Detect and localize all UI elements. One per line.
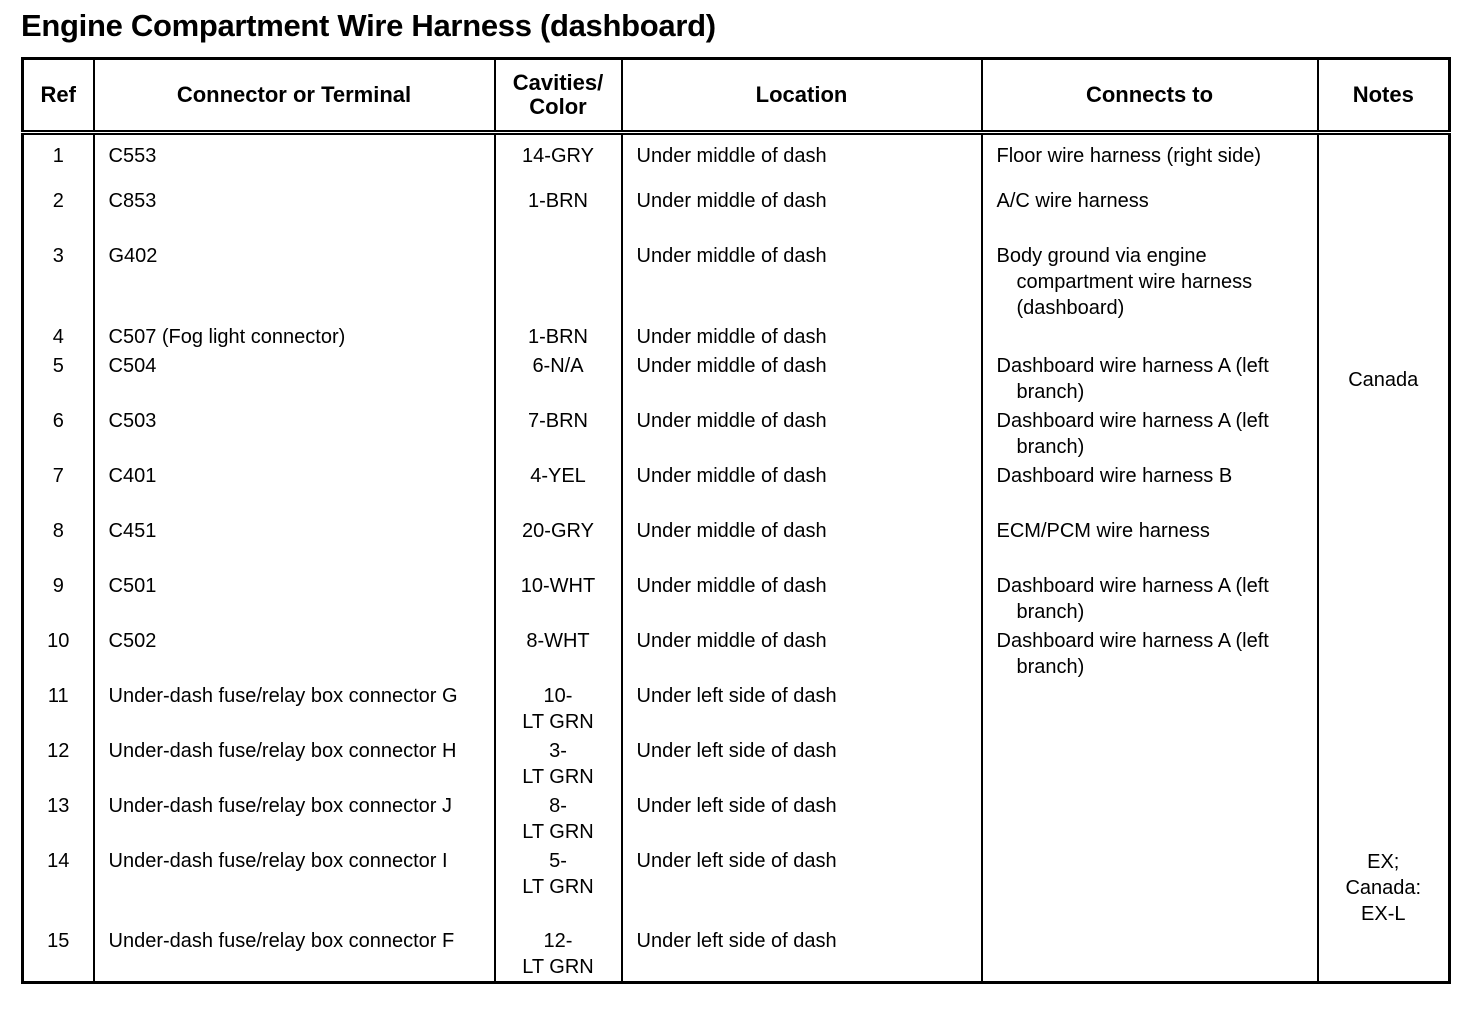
- table-row: [23, 793, 1450, 848]
- row-ref: 15: [23, 928, 94, 983]
- row-connector: [94, 463, 495, 518]
- row-connects-to-text: ECM/PCM wire harness: [996, 519, 1210, 542]
- row-cavities: [495, 518, 622, 573]
- row-cavities: [495, 628, 622, 683]
- row-cavities: [495, 793, 622, 848]
- row-location: Under left side of dash: [622, 793, 982, 848]
- row-connects-to-text: Dashboard wire harness A (left branch): [996, 409, 1269, 458]
- row-cavities: [495, 243, 622, 324]
- row-connector: [94, 793, 495, 848]
- header-ref: Ref: [23, 59, 94, 133]
- row-connector-text: C504: [108, 354, 157, 377]
- row-location: Under middle of dash: [622, 408, 982, 463]
- row-ref: 14: [23, 848, 94, 928]
- row-connects-to: [982, 628, 1318, 683]
- row-connects-to: [982, 683, 1318, 738]
- row-notes: [1318, 243, 1450, 324]
- row-notes: [1318, 463, 1450, 518]
- row-location: Under left side of dash: [622, 928, 982, 983]
- row-notes: [1318, 738, 1450, 793]
- table-row: [23, 628, 1450, 683]
- row-cavities-line2: LT GRN: [522, 710, 594, 733]
- row-connects-to: [982, 463, 1318, 518]
- row-connects-to: [982, 188, 1318, 243]
- header-location: Location: [622, 59, 982, 133]
- row-cavities: [495, 573, 622, 628]
- row-connector: [94, 928, 495, 983]
- row-connector-text: C503: [108, 409, 157, 432]
- row-cavities-line1: 8-WHT: [526, 629, 590, 652]
- row-connector: [94, 408, 495, 463]
- row-connector: [94, 324, 495, 353]
- table-row: [23, 738, 1450, 793]
- row-cavities-line2: LT GRN: [522, 765, 594, 788]
- row-ref: 11: [23, 683, 94, 738]
- row-cavities-line1: 12-: [543, 929, 573, 952]
- row-connects-to: [982, 738, 1318, 793]
- table-row: [23, 408, 1450, 463]
- table-row: [23, 353, 1450, 408]
- row-notes: EX; Canada: EX-L: [1318, 848, 1450, 928]
- row-cavities-line1: 1-BRN: [527, 325, 588, 348]
- row-connector-text: C507 (Fog light connector): [108, 325, 346, 348]
- row-connects-to: [982, 573, 1318, 628]
- row-ref: 10: [23, 628, 94, 683]
- row-connects-to: [982, 133, 1318, 188]
- row-notes: [1318, 518, 1450, 573]
- row-cavities-line2: LT GRN: [522, 820, 594, 843]
- table-row: [23, 133, 1450, 188]
- row-connector: [94, 353, 495, 408]
- row-connects-to: [982, 518, 1318, 573]
- row-connects-to-text: A/C wire harness: [996, 189, 1149, 212]
- table-row: [23, 463, 1450, 518]
- row-ref: 13: [23, 793, 94, 848]
- row-cavities-line1: 14-GRY: [522, 145, 594, 167]
- row-connector: [94, 133, 495, 188]
- row-connector-text: C451: [108, 519, 157, 542]
- row-cavities-line1: 3-: [549, 739, 567, 762]
- row-location: Under left side of dash: [622, 738, 982, 793]
- row-connects-to-text: Dashboard wire harness A (left branch): [996, 574, 1269, 623]
- row-connector-text: C502: [108, 629, 157, 652]
- row-cavities-line1: 4-YEL: [530, 464, 586, 487]
- row-notes: [1318, 188, 1450, 243]
- row-ref: 1: [23, 133, 94, 188]
- row-notes: [1318, 628, 1450, 683]
- table-row: [23, 243, 1450, 324]
- row-cavities: [495, 848, 622, 928]
- row-cavities-line2: LT GRN: [522, 955, 594, 978]
- header-cavities-line1: Cavities/: [512, 70, 604, 95]
- row-location: Under middle of dash: [622, 324, 982, 353]
- row-connector: [94, 848, 495, 928]
- table-row: [23, 324, 1450, 353]
- row-connector-text: C553: [108, 145, 157, 167]
- row-notes: Canada: [1318, 353, 1450, 408]
- row-ref: 9: [23, 573, 94, 628]
- row-connector-text: Under-dash fuse/relay box connector F: [108, 929, 455, 952]
- row-connects-to: [982, 324, 1318, 353]
- row-notes: [1318, 793, 1450, 848]
- row-connector: [94, 243, 495, 324]
- row-connector-text: Under-dash fuse/relay box connector I: [108, 849, 448, 872]
- row-connector-text: Under-dash fuse/relay box connector G: [108, 684, 458, 707]
- row-location: Under middle of dash: [622, 463, 982, 518]
- header-cavities-line2: Color: [529, 94, 587, 119]
- row-connects-to: [982, 408, 1318, 463]
- row-cavities-line1: 6-N/A: [532, 354, 584, 377]
- harness-table: [21, 57, 1451, 984]
- row-cavities: [495, 188, 622, 243]
- row-location: Under middle of dash: [622, 518, 982, 573]
- row-connector-text: Under-dash fuse/relay box connector H: [108, 739, 457, 762]
- row-ref: 6: [23, 408, 94, 463]
- row-connects-to: [982, 243, 1318, 324]
- row-connector: [94, 188, 495, 243]
- row-notes: [1318, 928, 1450, 983]
- row-connector-text: C853: [108, 189, 157, 212]
- row-cavities: [495, 928, 622, 983]
- row-cavities: [495, 133, 622, 188]
- row-connector-text: C501: [108, 574, 157, 597]
- header-row: [23, 59, 1450, 133]
- table-row: [23, 928, 1450, 983]
- row-location: Under middle of dash: [622, 573, 982, 628]
- header-connector: Connector or Terminal: [94, 59, 495, 133]
- row-connector: [94, 518, 495, 573]
- row-ref: 4: [23, 324, 94, 353]
- table-row: [23, 573, 1450, 628]
- table-row: [23, 188, 1450, 243]
- row-connects-to-text: Body ground via engine compartment wire harness (dashboard): [996, 244, 1253, 319]
- row-ref: 5: [23, 353, 94, 408]
- row-cavities-line2: LT GRN: [522, 875, 594, 898]
- row-connects-to-text: Dashboard wire harness B: [996, 464, 1233, 487]
- row-ref: 12: [23, 738, 94, 793]
- row-notes: [1318, 573, 1450, 628]
- row-connector-text: C401: [108, 464, 157, 487]
- row-cavities: [495, 683, 622, 738]
- row-cavities: [495, 324, 622, 353]
- row-location: Under left side of dash: [622, 683, 982, 738]
- row-connector: [94, 573, 495, 628]
- header-notes: Notes: [1318, 59, 1450, 133]
- row-notes: [1318, 408, 1450, 463]
- row-cavities-line1: 20-GRY: [522, 519, 594, 542]
- row-connects-to: [982, 793, 1318, 848]
- row-connects-to: [982, 928, 1318, 983]
- row-cavities-line1: 10-: [543, 684, 573, 707]
- row-notes: [1318, 324, 1450, 353]
- row-connector-text: Under-dash fuse/relay box connector J: [108, 794, 453, 817]
- row-cavities: [495, 353, 622, 408]
- page-title: Engine Compartment Wire Harness (dashboard): [21, 8, 716, 43]
- row-notes: [1318, 683, 1450, 738]
- row-connects-to-text: Dashboard wire harness A (left branch): [996, 354, 1269, 403]
- row-cavities-line1: 5-: [549, 849, 567, 872]
- row-connector: [94, 738, 495, 793]
- row-connector-text: G402: [108, 244, 158, 267]
- row-connects-to-text: Dashboard wire harness A (left branch): [996, 629, 1269, 678]
- row-connects-to: [982, 353, 1318, 408]
- header-connects-to: Connects to: [982, 59, 1318, 133]
- row-ref: 2: [23, 188, 94, 243]
- row-cavities-line1: 1-BRN: [527, 189, 588, 212]
- row-cavities: [495, 738, 622, 793]
- row-ref: 8: [23, 518, 94, 573]
- row-cavities-line1: 10-WHT: [520, 574, 596, 597]
- row-cavities-line1: 7-BRN: [527, 409, 588, 432]
- row-connects-to: [982, 848, 1318, 928]
- row-location: Under middle of dash: [622, 188, 982, 243]
- row-cavities-line1: 8-: [549, 794, 567, 817]
- table-row: [23, 848, 1450, 928]
- header-cavities: [495, 59, 622, 133]
- table-row: [23, 518, 1450, 573]
- row-connector: [94, 628, 495, 683]
- table-body: [23, 133, 1450, 983]
- row-cavities: [495, 463, 622, 518]
- row-connector: [94, 683, 495, 738]
- row-ref: 3: [23, 243, 94, 324]
- row-notes: [1318, 133, 1450, 188]
- table-row: [23, 683, 1450, 738]
- row-connects-to-text: Floor wire harness (right side): [996, 145, 1262, 167]
- row-location: Under left side of dash: [622, 848, 982, 928]
- row-cavities: [495, 408, 622, 463]
- row-location: Under middle of dash: [622, 628, 982, 683]
- row-location: Under middle of dash: [622, 243, 982, 324]
- row-location: Under middle of dash: [622, 353, 982, 408]
- row-ref: 7: [23, 463, 94, 518]
- row-location: Under middle of dash: [622, 133, 982, 188]
